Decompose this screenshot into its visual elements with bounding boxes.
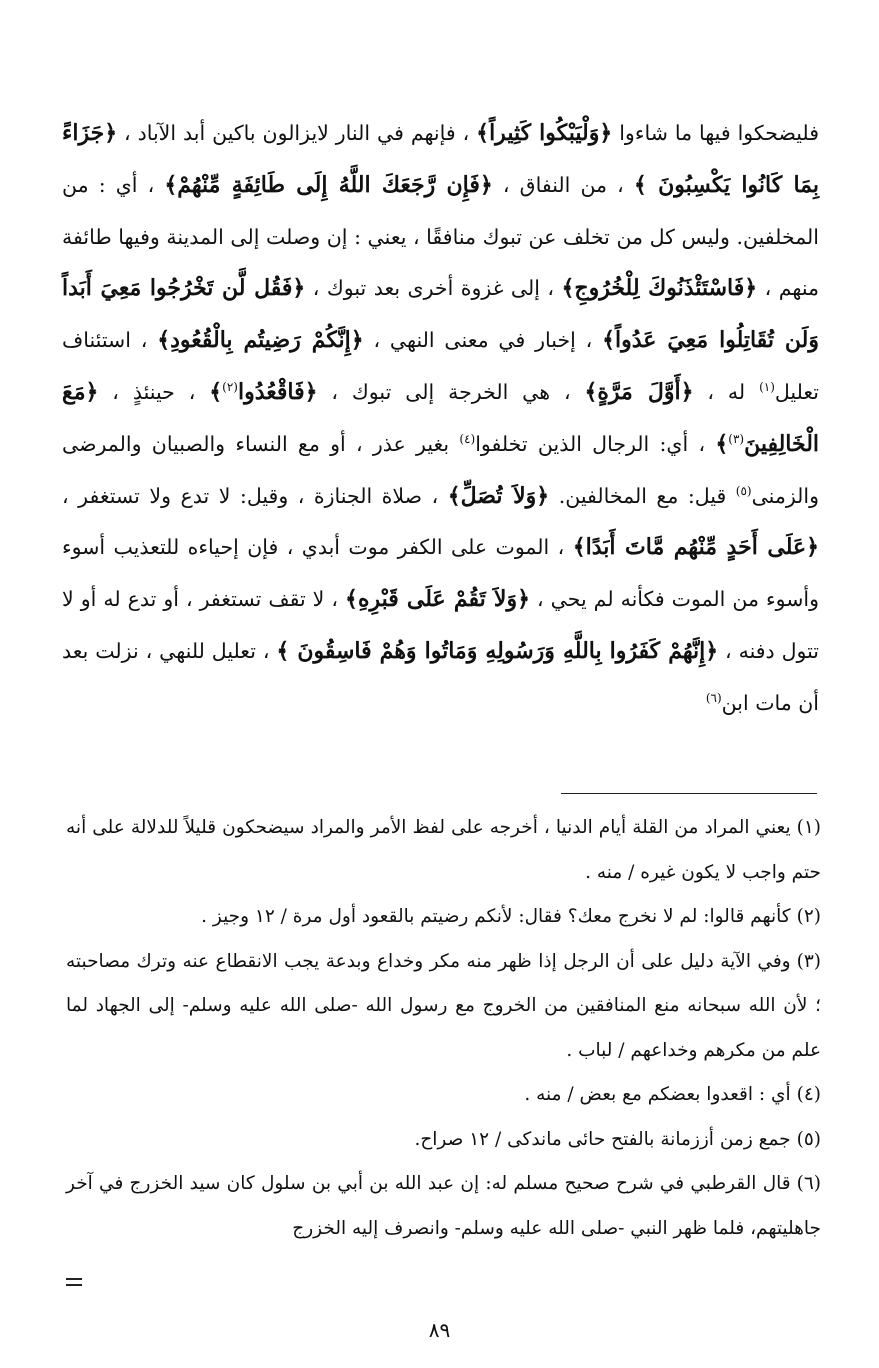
- quran-verse-end: ﴾: [209, 378, 223, 405]
- text-segment: ، إخبار في معنى النهي ،: [363, 328, 603, 353]
- footnote-text: وفي الآية دليل على أن الرجل إذا ظهر منه مكر وخداع وبدعة يجب الانقطاع عنه وترك مصاحبته ؛ لأن الله سبحانه منع المنافقين من الخروج مع رسول الله -صلى الله عليه وسلم- إلى الجهاد لما علم من مكرهم وخداعهم / لباب .: [66, 950, 821, 1061]
- footnote-text: أي : اقعدوا بعضكم مع بعض / منه .: [524, 1084, 791, 1105]
- quran-verse: ﴿مَعَ الْخَالِفِينَ: [62, 378, 820, 457]
- text-segment: ، أي : من المخلفين. وليس كل من تخلف عن تبوك منافقًا ، يعني : إن وصلت إلى المدينة وفيها طائفة منهم ،: [62, 172, 819, 301]
- footnote-5: [66, 1118, 821, 1163]
- footnote-ref[interactable]: (٦): [705, 690, 722, 705]
- footnote-text: يعني المراد من القلة أيام الدنيا ، أخرجه على لفظ الأمر والمراد سيضحكون قليلاً للدلالة على أنه حتم واجب لا يكون غيره / منه .: [66, 817, 821, 883]
- text-segment: ، فإنهم في النار لايزالون باكين أبد الآباد ،: [117, 121, 477, 145]
- footnote-4: [66, 1073, 821, 1118]
- quran-verse-end: ﴾: [715, 430, 729, 457]
- continuation-mark: [66, 1278, 82, 1286]
- footnote-6: [66, 1162, 821, 1251]
- footnote-ref[interactable]: (١): [759, 380, 775, 395]
- text-segment: ، استئناف تعليل: [62, 328, 819, 404]
- footnote-number: (٤): [796, 1084, 821, 1105]
- footnote-text: كأنهم قالوا: لم لا نخرج معك؟ فقال: لأنكم رضيتم بالقعود أول مرة / ١٢ وجيز .: [201, 906, 791, 927]
- text-segment: ، تعليل للنهي ، نزلت بعد أن مات ابن: [62, 638, 819, 715]
- footnote-number: (٥): [796, 1128, 821, 1150]
- quran-verse: ﴿فَاسْتَئْذَنُوكَ لِلْخُرُوجِ﴾: [561, 275, 758, 302]
- quran-verse: ﴿إِنَّكُمْ رَضِيتُم بِالْقُعُودِ﴾: [157, 327, 364, 354]
- quran-verse: ﴿فَقُل لَّن تَخْرُجُوا مَعِيَ أَبَداً وَلَن تُقَاتِلُوا مَعِيَ عَدُواً﴾: [62, 275, 819, 354]
- quran-verse: ﴿وَلاَ تَقُمْ عَلَى قَبْرِهِ﴾: [345, 586, 530, 613]
- quran-verse: ﴿فَإِن رَّجَعَكَ اللَّهُ إِلَى طَائِفَةٍ مِّنْهُمْ﴾: [164, 171, 493, 198]
- footnote-number: (٢): [796, 906, 821, 927]
- footnote-number: (٣): [796, 950, 821, 972]
- text-segment: ، هي الخرجة إلى تبوك ،: [317, 379, 585, 404]
- quran-verse: ﴿وَلْيَبْكُوا كَثِيراً﴾: [476, 120, 613, 146]
- quran-verse: ﴿فَاقْعُدُوا: [237, 378, 318, 405]
- footnote-text: قال القرطبي في شرح صحيح مسلم له: إن عبد الله بن أبي بن سلول كان سيد الخزرج في آخر جاهليتهم، فلما ظهر النبي -صلى الله عليه وسلم- وانصرف إليه الخزرج: [66, 1173, 821, 1239]
- footnote-number: (١): [796, 817, 821, 838]
- text-segment: بغير عذر ، أو مع النساء والصبيان والمرضى والزمنى: [62, 431, 819, 508]
- footnotes: [66, 806, 821, 1251]
- text-segment: ، لا تقف تستغفر ، أو تدع له أو لا تتول دفنه ،: [62, 587, 819, 663]
- quran-verse: ﴿أَوَّلَ مَرَّةٍ﴾: [584, 378, 694, 405]
- text-segment: ، من النفاق ،: [492, 172, 634, 197]
- text-segment: قيل: مع المخالفين.: [549, 483, 736, 508]
- footnote-ref[interactable]: (٥): [735, 483, 752, 498]
- footnote-ref[interactable]: (٢): [222, 380, 238, 395]
- quran-verse: ﴿وَلاَ تُصَلِّ﴾: [447, 482, 550, 509]
- text-segment: ، أي: الرجال الذين تخلفوا: [475, 431, 716, 456]
- text-segment: ، حينئذٍ ،: [98, 379, 210, 404]
- text-segment: ، الموت على الكفر موت أبدي ، فإن إحياءه للتعذيب أسوء وأسوء من الموت فكأنه لم يحي ،: [62, 535, 820, 612]
- main-paragraph: [62, 108, 819, 730]
- footnote-ref[interactable]: (٤): [459, 431, 476, 446]
- quran-verse: ﴿إِنَّهُمْ كَفَرُوا بِاللَّهِ وَرَسُولِهِ وَمَاتُوا وَهُمْ فَاسِقُونَ ﴾: [276, 637, 719, 664]
- footnote-text: جمع زمن أززمانة بالفتح حائى ماندكى / ١٢ صراح.: [414, 1128, 791, 1150]
- footnote-ref[interactable]: (٣): [728, 431, 745, 446]
- page-number: ٨٩: [428, 1318, 451, 1342]
- text-segment: له ،: [693, 379, 760, 404]
- text-segment: فليضحكوا فيها ما شاءوا: [612, 121, 819, 145]
- quran-verse: ﴿عَلَى أَحَدٍ مِّنْهُم مَّاتَ أَبَدًا﴾: [572, 534, 819, 561]
- footnote-2: [66, 895, 821, 940]
- footnote-1: [66, 806, 821, 895]
- footnote-number: (٦): [796, 1173, 821, 1194]
- text-segment: ، إلى غزوة أخرى بعد تبوك ،: [305, 276, 562, 301]
- main-text: [62, 108, 819, 730]
- quran-verse: ﴿جَزَاءً بِمَا كَانُوا يَكْسِبُونَ ﴾: [62, 120, 820, 198]
- footnote-3: [66, 940, 821, 1074]
- text-segment: ، صلاة الجنازة ، وقيل: لا تدع ولا تستغفر ،: [62, 483, 448, 508]
- footnote-divider: [561, 793, 817, 794]
